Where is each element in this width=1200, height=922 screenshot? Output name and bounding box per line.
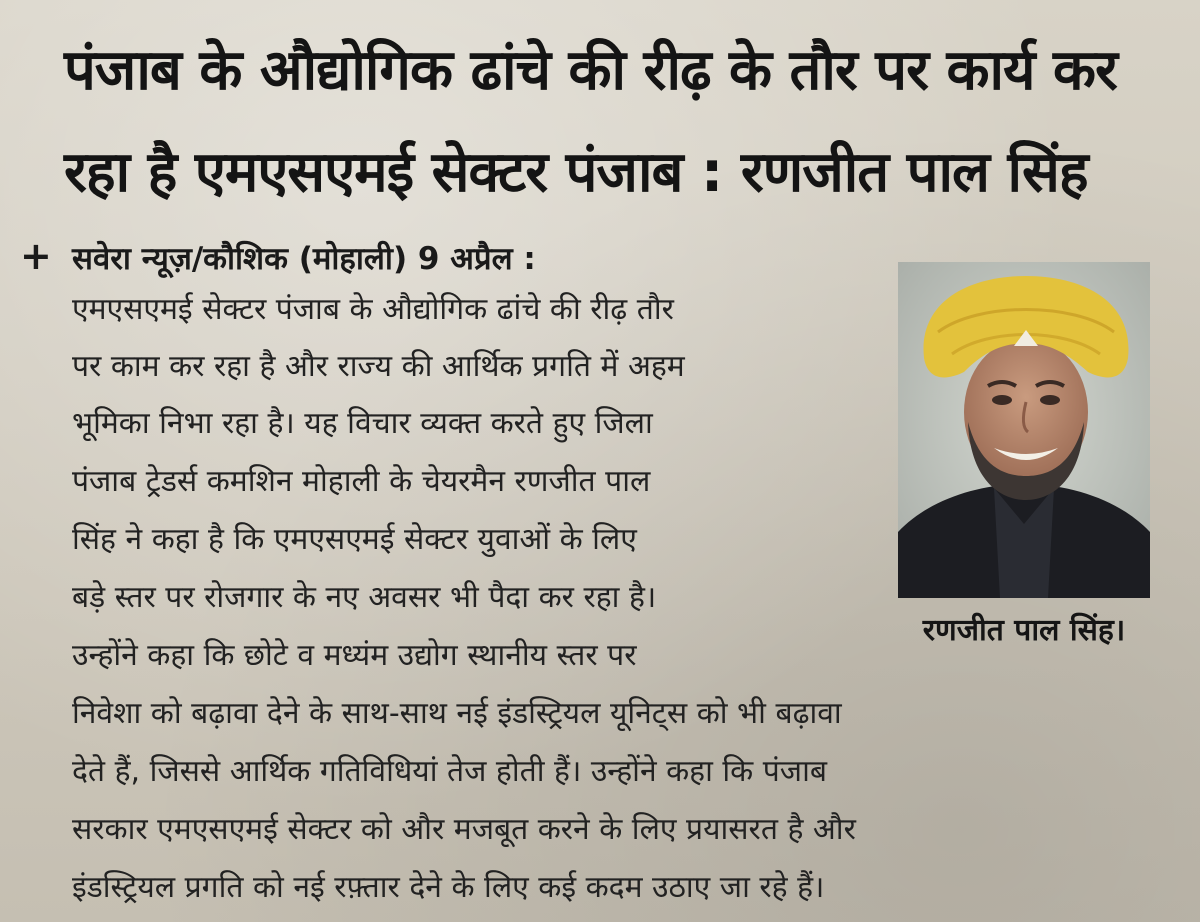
body-line: निवेशा को बढ़ावा देने के साथ-साथ नई इंडस्ट्रियल यूनिट्स को भी बढ़ावा [72, 696, 842, 731]
body-line: एमएसएमई सेक्टर पंजाब के औद्योगिक ढांचे की रीढ़ तौर [72, 292, 674, 327]
body-line: पंजाब ट्रेडर्स कमशिन मोहाली के चेयरमैन रणजीत पाल [72, 464, 651, 499]
portrait-photo [898, 262, 1150, 598]
photo-caption: रणजीत पाल सिंह। [922, 613, 1126, 648]
body-line: देते हैं, जिससे आर्थिक गतिविधियां तेज होती हैं। उन्होंने कहा कि पंजाब [72, 754, 827, 789]
body-line: भूमिका निभा रहा है। यह विचार व्यक्त करते हुए जिला [72, 406, 653, 441]
dateline-text: सवेरा न्यूज़/कौशिक (मोहाली) 9 अप्रैल : [72, 241, 536, 277]
body-line: उन्होंने कहा कि छोटे व मध्यंम उद्योग स्थानीय स्तर पर [72, 638, 637, 673]
headline-line-1: पंजाब के औद्योगिक ढांचे की रीढ़ के तौर पर कार्य कर [64, 38, 1117, 103]
body-line: बड़े स्तर पर रोजगार के नए अवसर भी पैदा कर रहा है। [72, 580, 657, 615]
headline-line-2: रहा है एमएसएमई सेक्टर पंजाब : रणजीत पाल सिंह [64, 140, 1088, 205]
body-line: सरकार एमएसएमई सेक्टर को और मजबूत करने के लिए प्रयासरत है और [72, 812, 856, 847]
dateline [20, 234, 536, 281]
portrait-illustration [898, 262, 1150, 598]
body-line: पर काम कर रहा है और राज्य की आर्थिक प्रगति में अहम [72, 349, 685, 384]
dateline-marker: + [20, 234, 52, 278]
body-line: इंडस्ट्रियल प्रगति को नई रफ़्तार देने के लिए कई कदम उठाए जा रहे हैं। [72, 870, 825, 905]
body-line: सिंह ने कहा है कि एमएसएमई सेक्टर युवाओं के लिए [72, 522, 637, 557]
